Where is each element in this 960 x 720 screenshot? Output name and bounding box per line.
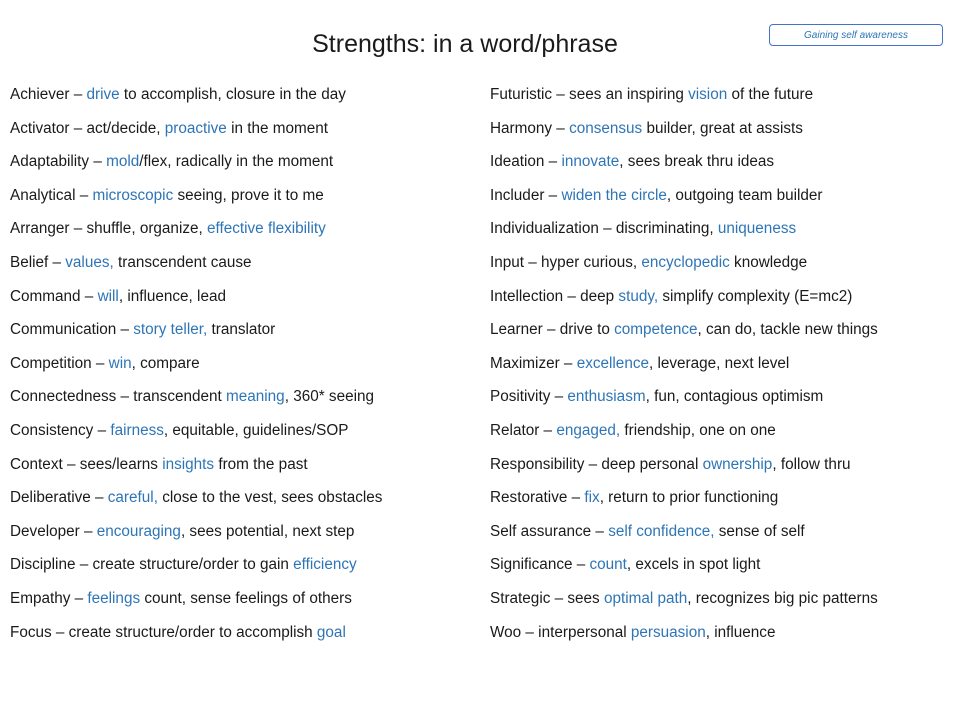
strength-item — [490, 252, 950, 286]
strength-item — [10, 554, 480, 588]
strength-keyword: mold — [106, 153, 140, 171]
strength-keyword: microscopic — [92, 186, 174, 204]
strength-text: Woo – interpersonal — [490, 623, 631, 641]
strength-item — [490, 118, 950, 152]
strength-keyword: innovate — [561, 153, 620, 171]
strength-keyword: enthusiasm — [567, 388, 646, 406]
strength-text: Responsibility – deep personal — [490, 455, 703, 473]
strength-keyword: optimal path — [603, 589, 688, 607]
strength-item — [490, 622, 950, 656]
strength-item — [490, 521, 950, 555]
strength-text: builder, great at assists — [642, 119, 803, 137]
strength-text: Intellection – deep — [490, 287, 619, 305]
strength-keyword: meaning — [226, 388, 285, 406]
strength-text: Consistency – — [10, 421, 111, 439]
strength-text: Developer – — [10, 522, 97, 540]
strength-keyword: engaged, — [556, 421, 621, 439]
strength-item — [10, 353, 480, 387]
strength-keyword: uniqueness — [717, 220, 797, 238]
strength-text: Achiever – — [10, 86, 87, 103]
strength-keyword: proactive — [164, 119, 227, 137]
strength-text: transcendent cause — [113, 253, 252, 271]
strength-keyword: values, — [65, 253, 114, 271]
strength-text: simplify complexity (E=mc2) — [658, 287, 853, 305]
strength-text: of the future — [727, 86, 814, 103]
strength-item — [10, 218, 480, 252]
strength-item — [490, 218, 950, 252]
strength-text: seeing, prove it to me — [173, 186, 324, 204]
strength-text: , equitable, guidelines/SOP — [163, 421, 349, 439]
strength-keyword: fairness — [110, 421, 164, 439]
strength-item — [490, 353, 950, 387]
strength-item — [490, 588, 950, 622]
strength-item — [10, 454, 480, 488]
strength-item — [490, 454, 950, 488]
strengths-list-left — [10, 84, 480, 655]
strength-text: , can do, tackle new things — [697, 321, 878, 339]
strength-item — [490, 554, 950, 588]
strength-item — [490, 319, 950, 353]
strength-item — [10, 588, 480, 622]
strength-keyword: win — [108, 354, 132, 372]
strength-text: Ideation – — [490, 153, 562, 171]
strength-item — [10, 252, 480, 286]
strength-keyword: efficiency — [293, 556, 357, 574]
strength-text: , outgoing team builder — [666, 186, 823, 204]
strength-item — [490, 487, 950, 521]
strength-keyword: self confidence, — [608, 522, 715, 540]
strength-keyword: vision — [688, 86, 728, 103]
strength-text: Learner – drive to — [490, 321, 615, 339]
strength-text: , influence, lead — [118, 287, 226, 305]
strength-text: Restorative – — [490, 489, 585, 507]
strength-text: to accomplish, closure in the day — [119, 86, 346, 103]
strength-text: Adaptability – — [10, 153, 107, 171]
strength-item — [490, 151, 950, 185]
strength-text: , fun, contagious optimism — [645, 388, 824, 406]
strength-item — [490, 386, 950, 420]
strength-keyword: insights — [162, 455, 215, 473]
strength-keyword: effective flexibility — [207, 220, 326, 238]
strength-item — [10, 118, 480, 152]
strength-text: , influence — [705, 623, 776, 641]
strength-item — [10, 286, 480, 320]
strength-item — [10, 386, 480, 420]
strength-keyword: careful, — [107, 489, 158, 507]
strength-item — [10, 420, 480, 454]
strength-keyword: encouraging — [96, 522, 181, 540]
strength-item — [490, 84, 950, 118]
strength-text: sense of self — [714, 522, 805, 540]
strength-text: , return to prior functioning — [599, 489, 779, 507]
strength-text: in the moment — [226, 119, 329, 137]
strength-text: knowledge — [729, 253, 808, 271]
strength-item — [10, 84, 480, 118]
strength-text: , excels in spot light — [626, 556, 761, 574]
strength-text: Futuristic – sees an inspiring — [490, 86, 689, 103]
strength-keyword: study, — [618, 287, 659, 305]
strength-text: close to the vest, sees obstacles — [157, 489, 383, 507]
strength-text: Context – sees/learns — [10, 455, 163, 473]
strength-text: Individualization – discriminating, — [490, 220, 718, 238]
strength-keyword: feelings — [87, 589, 141, 607]
strength-item — [490, 286, 950, 320]
strength-keyword: count — [589, 556, 627, 574]
strength-keyword: will — [97, 287, 119, 305]
strength-item — [490, 420, 950, 454]
strength-text: Relator – — [490, 421, 557, 439]
strength-item — [10, 319, 480, 353]
strength-text: Significance – — [490, 556, 590, 574]
strength-text: Communication – — [10, 321, 134, 339]
strength-item — [10, 521, 480, 555]
strength-keyword: ownership — [702, 455, 773, 473]
strength-keyword: fix — [584, 489, 600, 507]
strength-text: , 360* seeing — [284, 388, 375, 406]
strength-text: friendship, one on one — [620, 421, 776, 439]
strength-text: /flex, radically in the moment — [139, 153, 334, 171]
strength-text: Maximizer – — [490, 354, 577, 372]
strength-keyword: consensus — [569, 119, 643, 137]
strength-text: Analytical – — [10, 186, 93, 204]
strength-text: , sees potential, next step — [180, 522, 355, 540]
strengths-list-right — [490, 84, 950, 655]
strength-text: Arranger – shuffle, organize, — [10, 220, 207, 238]
strength-keyword: encyclopedic — [641, 253, 730, 271]
strength-text: Self assurance – — [490, 522, 609, 540]
strength-text: Input – hyper curious, — [490, 253, 642, 271]
strength-text: count, sense feelings of others — [140, 589, 352, 607]
strength-text: Includer – — [490, 186, 562, 204]
strength-item — [10, 487, 480, 521]
strength-keyword: excellence — [576, 354, 649, 372]
strength-keyword: widen the circle — [561, 186, 667, 204]
strength-text: Harmony – — [490, 119, 570, 137]
strength-text: Deliberative – — [10, 489, 108, 507]
strength-text: Positivity – — [490, 388, 568, 406]
strength-text: , compare — [131, 354, 200, 372]
strength-text: Activator – act/decide, — [10, 119, 165, 137]
strength-text: translator — [207, 321, 276, 339]
strength-text: Empathy – — [10, 589, 88, 607]
strength-keyword: drive — [86, 86, 120, 103]
strength-item — [490, 185, 950, 219]
strength-text: , recognizes big pic patterns — [687, 589, 878, 607]
strength-item — [10, 151, 480, 185]
page-title: Strengths: in a word/phrase — [312, 30, 618, 58]
strength-text: Belief – — [10, 253, 66, 271]
strength-text: Discipline – create structure/order to gain — [10, 556, 294, 574]
strength-text: from the past — [214, 455, 308, 473]
strength-text: Competition – — [10, 354, 109, 372]
strength-keyword: goal — [316, 623, 346, 641]
strength-text: , leverage, next level — [648, 354, 790, 372]
strength-keyword: story teller, — [133, 321, 208, 339]
strength-text: Focus – create structure/order to accomplish — [10, 623, 317, 641]
strength-keyword: persuasion — [630, 623, 706, 641]
strength-text: , sees break thru ideas — [619, 153, 775, 171]
strength-text: Command – — [10, 287, 98, 305]
strength-text: Strategic – sees — [490, 589, 604, 607]
strength-keyword: competence — [614, 321, 698, 339]
strength-item — [10, 185, 480, 219]
strength-item — [10, 622, 480, 656]
section-badge: Gaining self awareness — [769, 24, 943, 46]
strength-text: Connectedness – transcendent — [10, 388, 227, 406]
strength-text: , follow thru — [772, 455, 851, 473]
